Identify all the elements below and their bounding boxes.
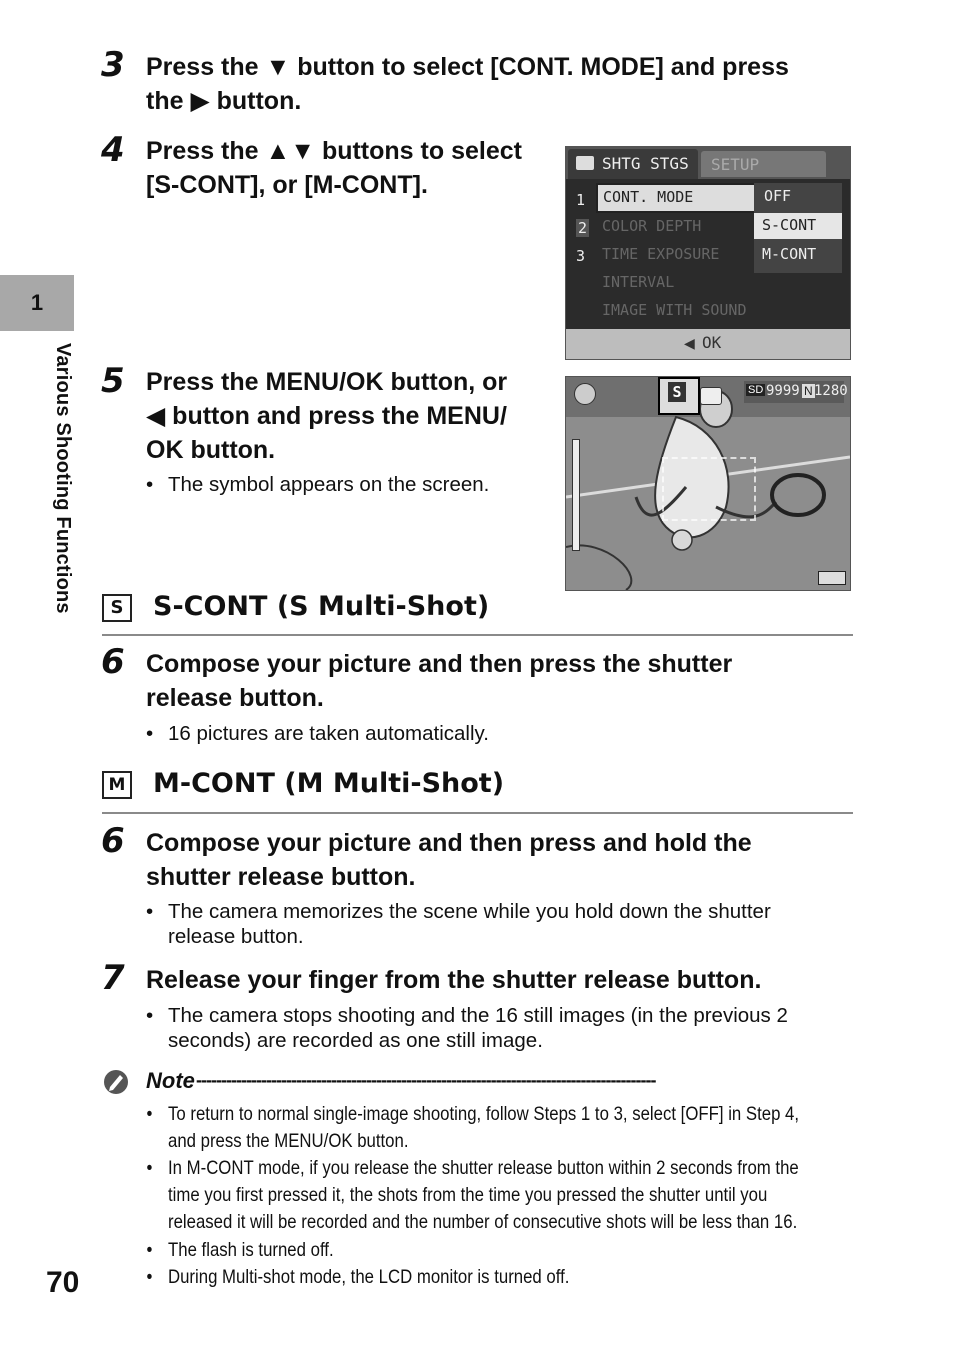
menu-item-time-exposure: TIME EXPOSURE bbox=[602, 245, 720, 263]
zoom-bar bbox=[572, 439, 580, 551]
chapter-title: Various Shooting Functions bbox=[52, 343, 74, 614]
chapter-number: 1 bbox=[30, 290, 44, 315]
s-cont-step-6-bullet: • 16 pictures are taken automatically. bbox=[146, 722, 489, 745]
m-cont-section-icon: M bbox=[102, 771, 134, 801]
tab-shooting-settings bbox=[568, 149, 698, 179]
focus-frame bbox=[662, 457, 756, 521]
step-4-text bbox=[146, 134, 556, 202]
tab-shooting-label: SHTG STGS bbox=[602, 154, 689, 173]
m-cont-step-6-bullet: • The camera memorizes the scene while you hold down the shutter release button. bbox=[146, 900, 771, 948]
section-divider bbox=[102, 812, 853, 814]
step-5-line1: Press the MENU/OK button, or bbox=[146, 368, 508, 396]
step-4-line2: [S-CONT], or [M-CONT]. bbox=[146, 171, 428, 199]
option-off: OFF bbox=[764, 187, 792, 205]
m-cont-step-7-text: Release your finger from the shutter release button. bbox=[146, 966, 762, 994]
menu-screen bbox=[565, 146, 851, 360]
option-s-cont: S-CONT bbox=[754, 213, 842, 239]
m-cont-section-title: M-CONT (M Multi-Shot) bbox=[153, 768, 505, 799]
note-pencil-icon bbox=[102, 1067, 130, 1095]
menu-page-column bbox=[570, 187, 592, 327]
note-item-2: • In M-CONT mode, if you release the shutter release button within 2 seconds from the time you first pressed it, the shots from the time you pressed the shutter until you released it will be recorded and the number of consecutive shots will be less than 16. bbox=[146, 1157, 799, 1233]
step-3-number: 3 bbox=[101, 45, 125, 85]
chapter-tab bbox=[0, 275, 74, 331]
menu-page-3: 3 bbox=[576, 247, 586, 265]
m-cont-step-7-number: 7 bbox=[101, 958, 125, 998]
note-item-3: • The flash is turned off. bbox=[146, 1239, 334, 1261]
s-cont-section-title: S-CONT (S Multi-Shot) bbox=[153, 591, 490, 622]
quality-badge: N bbox=[804, 384, 813, 398]
option-m-cont: M-CONT bbox=[762, 245, 817, 263]
tab-setup bbox=[701, 151, 826, 177]
menu-page-2: 2 bbox=[578, 219, 588, 237]
step-5-number: 5 bbox=[101, 361, 125, 401]
s-cont-section-icon: S bbox=[102, 594, 134, 624]
note-item-1: • To return to normal single-image shooting, follow Steps 1 to 3, select [OFF] in Step 4, and press the MENU/OK button. bbox=[146, 1103, 800, 1152]
note-label: Note bbox=[146, 1068, 195, 1093]
note-dashed-rule: -------------------------------------------------------------------------------------------- bbox=[196, 1070, 656, 1090]
m-cont-step-6-text: Compose your picture and then press and hold the shutter release button. bbox=[146, 829, 752, 891]
menu-options-panel bbox=[754, 183, 842, 273]
step-3-text bbox=[146, 50, 866, 118]
left-arrow-icon: ◀ bbox=[684, 335, 695, 351]
status-readout bbox=[744, 381, 848, 403]
s-cont-step-6-number: 6 bbox=[101, 642, 125, 682]
mode-symbol-box bbox=[658, 377, 700, 415]
menu-item-interval: INTERVAL bbox=[602, 273, 675, 291]
shots-remaining: 9999 bbox=[766, 383, 800, 399]
step-5-text bbox=[146, 365, 546, 467]
s-cont-icon: S bbox=[668, 382, 686, 402]
step-4-number: 4 bbox=[101, 130, 125, 170]
menu-item-cont-mode: CONT. MODE bbox=[596, 183, 758, 213]
step-5-line2: ◀ button and press the MENU/ bbox=[146, 402, 507, 430]
menu-item-color-depth: COLOR DEPTH bbox=[602, 217, 702, 235]
step-3-line1: Press the ▼ button to select [CONT. MODE] and press bbox=[146, 53, 789, 81]
m-cont-step-6-number: 6 bbox=[101, 821, 125, 861]
menu-page-1: 1 bbox=[576, 191, 586, 209]
bullet-dot: • bbox=[146, 473, 154, 496]
camera-mode-icon bbox=[700, 387, 722, 405]
m-cont-step-7-bullet: • The camera stops shooting and the 16 still images (in the previous 2 seconds) are recorded as one still image. bbox=[146, 1004, 788, 1052]
step-5-bullet: • The symbol appears on the screen. bbox=[146, 473, 490, 496]
note-item-4: • During Multi-shot mode, the LCD monitor is turned off. bbox=[146, 1266, 570, 1288]
camera-icon bbox=[576, 156, 594, 170]
tab-setup-label: SETUP bbox=[711, 155, 760, 174]
shooting-screen bbox=[565, 376, 851, 591]
battery-icon bbox=[818, 571, 846, 585]
step-3-line2: the ▶ button. bbox=[146, 87, 302, 115]
image-size: 1280 bbox=[814, 383, 848, 399]
page-number: 70 bbox=[46, 1266, 80, 1299]
menu-footer-ok: OK bbox=[702, 333, 722, 352]
menu-item-image-with-sound: IMAGE WITH SOUND bbox=[602, 301, 747, 319]
flash-off-icon bbox=[574, 383, 596, 405]
step-5-line3: OK button. bbox=[146, 436, 276, 464]
sd-card-icon: SD bbox=[748, 384, 764, 396]
section-divider bbox=[102, 634, 853, 636]
menu-footer bbox=[566, 329, 850, 359]
step-4-line1: Press the ▲▼ buttons to select bbox=[146, 137, 522, 165]
s-cont-step-6-text: Compose your picture and then press the shutter release button. bbox=[146, 650, 733, 712]
